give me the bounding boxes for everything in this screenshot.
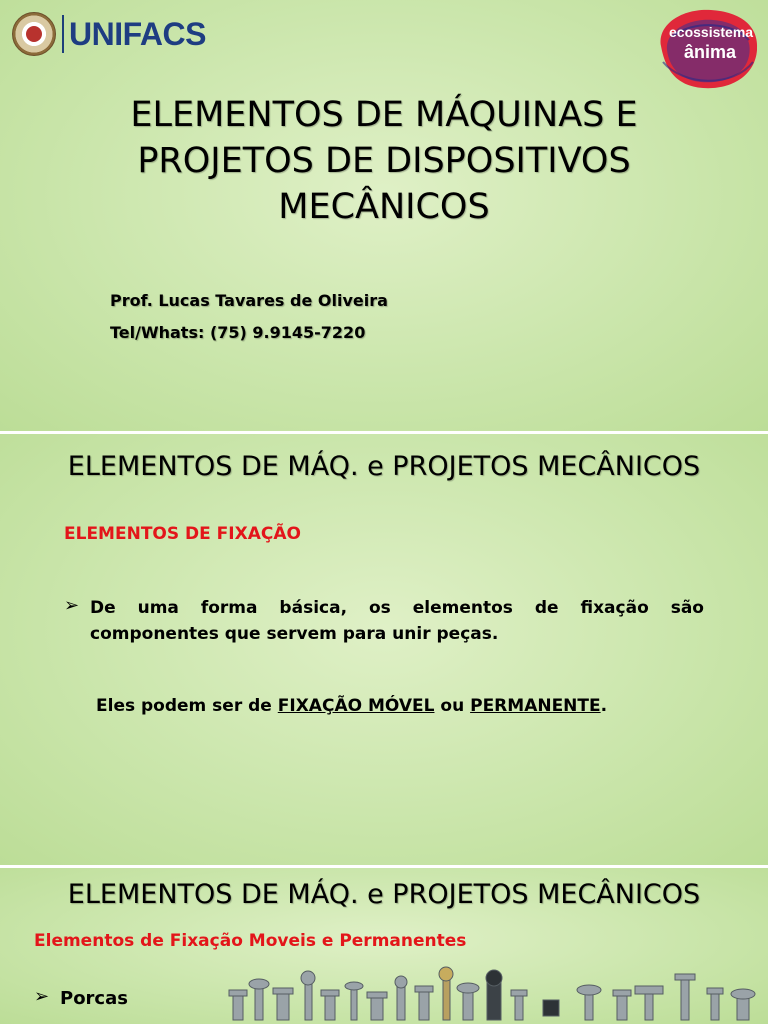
author-name: Prof. Lucas Tavares de Oliveira [110,291,388,310]
fix-permanent: PERMANENTE [470,696,601,716]
slide-header: ELEMENTOS DE MÁQ. e PROJETOS MECÂNICOS [67,451,701,482]
main-title [40,92,728,230]
logo-divider [62,15,64,53]
fix-suffix: . [600,696,608,716]
section-subtitle: Elementos de Fixação Moveis e Permanentes [34,931,467,951]
fasteners-image [225,964,768,1024]
fix-prefix: Eles podem ser de [96,696,278,716]
bullet-text: De uma forma básica, os elementos de fixação são componentes que servem para unir peças. [90,598,704,644]
section-subtitle: ELEMENTOS DE FIXAÇÃO [64,524,301,544]
fixation-types-slide [0,868,768,1024]
badge-line1: ecossistema [669,24,754,40]
arrow-bullet-icon: ➢ [64,595,80,616]
bullet-text: Porcas [60,988,128,1009]
fix-middle: ou [434,696,471,716]
title-line-3: MECÂNICOS [278,187,490,227]
slide-header: ELEMENTOS DE MÁQ. e PROJETOS MECÂNICOS [67,879,701,910]
fix-mobile: FIXAÇÃO MÓVEL [277,696,435,716]
title-line-1: ELEMENTOS DE MÁQUINAS E [130,95,638,135]
unifacs-logo-text: UNIFACS [69,15,206,52]
bullet-item [64,595,704,647]
unifacs-logo [12,12,206,56]
title-line-2: PROJETOS DE DISPOSITIVOS [137,141,631,181]
author-phone: Tel/Whats: (75) 9.9145-7220 [110,323,366,342]
arrow-bullet-icon: ➢ [34,986,50,1007]
university-seal-icon [12,12,56,56]
fixation-elements-slide [0,434,768,865]
bullet-item [34,986,234,1012]
fixation-types-line [96,696,607,716]
title-slide [0,0,768,431]
badge-line2: ânima [683,42,737,62]
